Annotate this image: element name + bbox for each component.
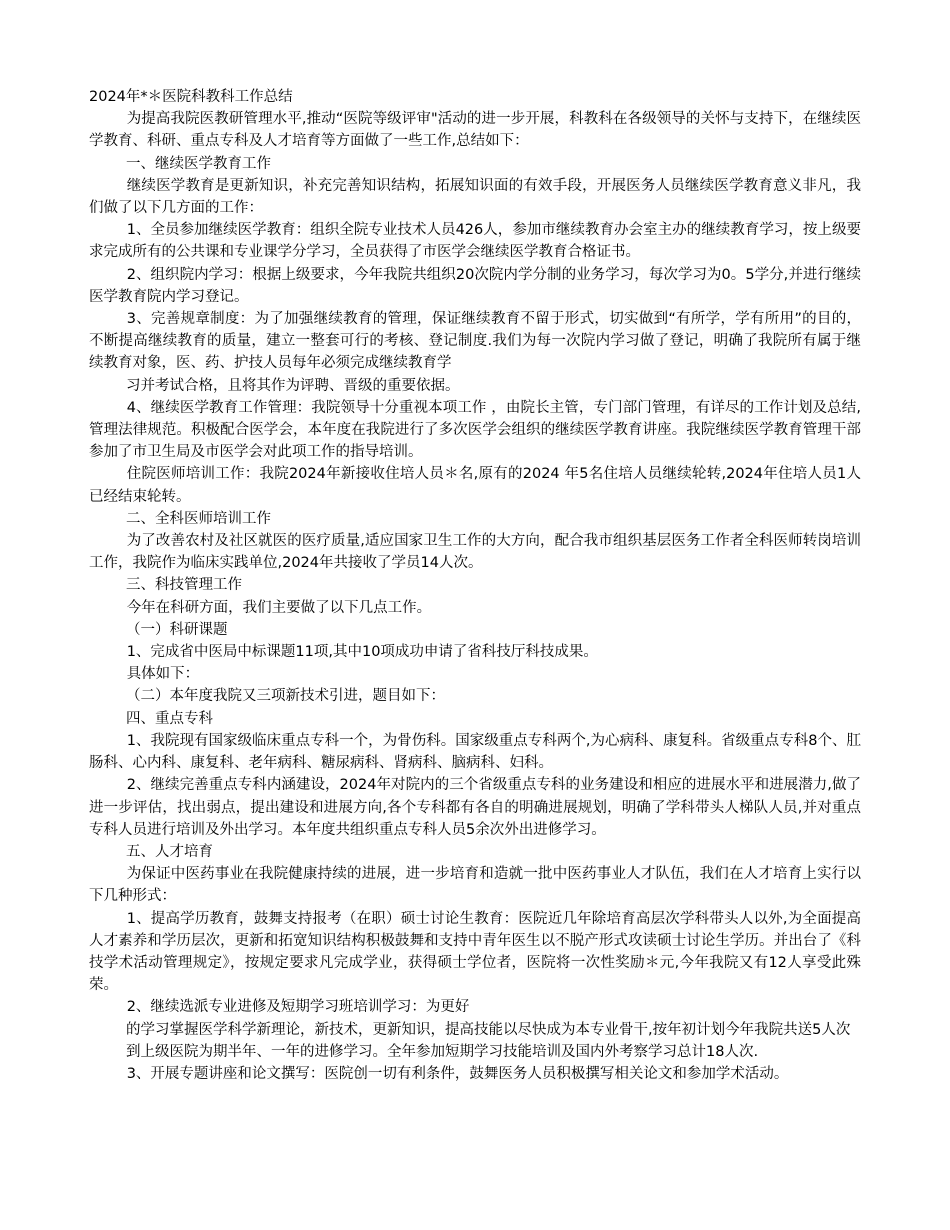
section-heading: 五、人才培育 bbox=[126, 843, 213, 860]
paragraph: 继续医学教育是更新知识，补充完善知识结构，拓展知识面的有效手段，开展医务人员继续医学教育意义非凡，我们做了以下几方面的工作： bbox=[89, 177, 861, 217]
paragraph: 为保证中医药事业在我院健康持续的进展，进一步培育和造就一批中医药事业人才队伍，我们在人才培育上实行以下几种形式： bbox=[89, 866, 861, 905]
section-heading: 三、科技管理工作 bbox=[126, 577, 242, 594]
subsection-heading: （二）本年度我院又三项新技术引进，题目如下： bbox=[126, 688, 445, 705]
paragraph: 2、继续完善重点专科内涵建设，2024年对院内的三个省级重点专科的业务建设和相应的进展水平和进展潜力,做了进一步评估，找出弱点，提出建设和进展方向,各个专科都有各自的明确进展规划，明确了学科带头人梯队人员,并对重点专科人员进行培训及外出学习。本年度共组织重点专科人员5余次外出进修学习。 bbox=[89, 777, 861, 838]
document-title: 2024年*＊医院科教科工作总结 bbox=[89, 89, 293, 105]
paragraph: 为了改善农村及社区就医的医疗质量,适应国家卫生工作的大方向，配合我市组织基层医务工作者全科医师转岗培训工作，我院作为临床实践单位,2024年共接收了学员14人次。 bbox=[89, 533, 861, 572]
paragraph: 3、完善规章制度：为了加强继续教育的管理，保证继续教育不留于形式，切实做到“有所学，学有所用”的目的，不断提高继续教育的质量，建立一整套可行的考核、登记制度.我们为每一次院内学习做了登记，明确了我院所有属于继续教育对象，医、药、护技人员每年必须完成继续教育学 bbox=[89, 311, 861, 372]
section-heading: 二、全科医师培训工作 bbox=[126, 510, 271, 527]
paragraph-list bbox=[89, 108, 861, 1085]
paragraph: 1、提高学历教育，鼓舞支持报考（在职）硕士讨论生教育：医院近几年除培育高层次学科带头人以外,为全面提高人才素养和学历层次，更新和拓宽知识结构积极鼓舞和支持中青年医生以不脱产形式攻读硕士讨论生学历。并出台了《科技学术活动管理规定》，按规定要求凡完成学业，获得硕士学位者，医院将一次性奖励＊元,今年我院又有12人享受此殊荣。 bbox=[89, 910, 861, 994]
paragraph: 1、全员参加继续医学教育：组织全院专业技术人员426人，参加市继续教育办会室主办的继续教育学习，按上级要求完成所有的公共课和专业课学分学习，全员获得了市医学会继续医学教育合格证书。 bbox=[89, 222, 861, 261]
paragraph: 具体如下： bbox=[126, 666, 200, 683]
paragraph: 1、我院现有国家级临床重点专科一个，为骨伤科。国家级重点专科两个,为心病科、康复科。省级重点专科8个、肛肠科、心内科、康复科、老年病科、糖尿病科、肾病科、脑病科、妇科。 bbox=[89, 732, 861, 772]
document-body bbox=[89, 86, 861, 1085]
paragraph: 住院医师培训工作：我院2024年新接收住培人员＊名,原有的2024 年5名住培人员继续轮转,2024年住培人员1人已经结束轮转。 bbox=[89, 466, 861, 505]
paragraph: 3、开展专题讲座和论文撰写：医院创一切有利条件，鼓舞医务人员积极撰写相关论文和参加学术活动。 bbox=[126, 1065, 789, 1082]
paragraph: 的学习掌握医学科学新理论，新技术，更新知识，提高技能以尽快成为本专业骨干,按年初计划今年我院共送5人次到上级医院为期半年、一年的进修学习。全年参加短期学习技能培训及国内外考察学习总计18人次. bbox=[126, 1021, 851, 1060]
paragraph: 2、组织院内学习：根据上级要求，今年我院共组织20次院内学分制的业务学习，每次学习为0。5学分,并进行继续医学教育院内学习登记。 bbox=[89, 266, 861, 305]
paragraph: 习并考试合格，且将其作为评聘、晋级的重要依据。 bbox=[126, 377, 460, 394]
paragraph: 今年在科研方面，我们主要做了以下几点工作。 bbox=[126, 599, 432, 616]
section-heading: 一、继续医学教育工作 bbox=[126, 155, 271, 172]
paragraph: 为提高我院医教研管理水平,推动“医院等级评审"活动的进一步开展，科教科在各级领导的关怀与支持下，在继续医学教育、科研、重点专科及人才培育等方面做了一些工作,总结如下： bbox=[89, 111, 861, 150]
paragraph: 4、继续医学教育工作管理：我院领导十分重视本项工作 ，由院长主管，专门部门管理，有详尽的工作计划及总结,管理法律规范。积极配合医学会，本年度在我院进行了多次医学会组织的继续医学教育讲座。我院继续医学教育管理干部参加了市卫生局及市医学会对此项工作的指导培训。 bbox=[89, 399, 861, 461]
paragraph: 2、继续选派专业进修及短期学习班培训学习：为更好 bbox=[126, 999, 470, 1016]
subsection-heading: （一）科研课题 bbox=[126, 621, 228, 638]
section-heading: 四、重点专科 bbox=[126, 710, 213, 727]
paragraph: 1、完成省中医局中标课题11项,其中10项成功申请了省科技厅科技成果。 bbox=[126, 644, 598, 661]
